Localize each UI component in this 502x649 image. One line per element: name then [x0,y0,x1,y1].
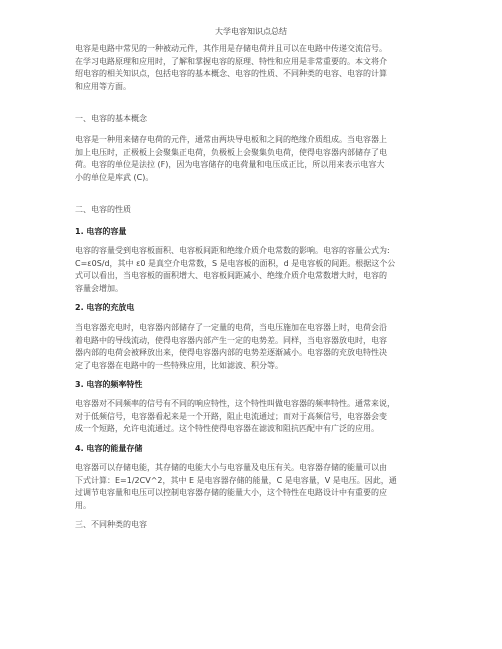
energy-line: 下式计算：E=1/2CV^2，其中 E 是电容器存储的能量，C 是电容量，V 是电压。因此，通 [75,475,397,485]
section1-line: 电容是一种用来储存电荷的元件，通常由两块导电板和之间的绝缘介质组成。当电容器上 [75,135,387,144]
charging-line: 着电路中的导线流动，使得电容器内部产生一定的电势差。同样，当电容器放电时，电容 [75,335,387,345]
section-heading-3: 三、不同种类的电容 [75,520,147,529]
document-title: 大学电容知识点总结 [215,27,287,36]
capacity-line: 容量会增加。 [75,284,123,294]
frequency-line: 电容器对不同频率的信号有不同的响应特性，这个特性叫做电容器的频率特性。通常来说， [75,399,395,408]
frequency-paragraph [75,398,437,436]
subsection-heading-capacity: 1. 电容的容量 [75,227,127,236]
subsection-heading-charging: 2. 电容的充放电 [75,303,135,312]
capacity-line: 式可以看出，当电容板的面积增大、电容板间距减小、绝缘介质介电常数增大时，电容的 [75,271,387,281]
subsection-heading-energy: 4. 电容的能量存储 [75,444,143,453]
energy-line: 电容器可以存储电能，其存储的电能大小与电容量及电压有关。电容器存储的能量可以由 [75,463,387,472]
charging-line: 定了电容器在电路中的一些特殊应用，比如滤波、积分等。 [75,361,283,371]
intro-line: 和应用等方面。 [75,82,131,92]
intro-line: 电容是电路中常见的一种被动元件，其作用是存储电荷并且可以在电路中传递交流信号。 [75,44,387,53]
section1-paragraph [75,134,437,185]
capacity-line: C=ε0S/d，其中 ε0 是真空介电常数，S 是电容板的面积，d 是电容板的间距。根据这个公 [75,258,396,268]
subsection-heading-frequency: 3. 电容的频率特性 [75,380,143,389]
energy-line: 过调节电容量和电压可以控制电容器存储的能量大小，这个特性在电路设计中有重要的应 [75,488,387,498]
capacity-paragraph [75,245,437,296]
frequency-line: 对于低频信号，电容器看起来是一个开路，阻止电流通过；而对于高频信号，电容器会变 [75,411,387,421]
charging-paragraph [75,322,437,373]
section1-line: 荷。电容的单位是法拉 (F)，因为电容储存的电荷量和电压成正比，所以用来表示电容大 [75,160,385,170]
section-heading-1: 一、电容的基本概念 [75,114,147,123]
section1-line: 加上电压时，正极板上会聚集正电荷，负极板上会聚集负电荷，使得电容器内部储存了电 [75,147,387,157]
intro-line: 在学习电路原理和应用时，了解和掌握电容的原理、特性和应用是非常重要的。本文将介 [75,56,387,66]
charging-line: 器内部的电荷会被释放出来，使得电容器内部的电势差逐渐减小。电容器的充放电特性决 [75,348,387,358]
frequency-line: 成一个短路，允许电流通过。这个特性使得电容器在滤波和阻抗匹配中有广泛的应用。 [75,424,379,434]
section-heading-2: 二、电容的性质 [75,205,131,214]
energy-line: 用。 [75,501,91,511]
intro-paragraph [75,43,437,94]
capacity-line: 电容的容量受到电容板面积、电容板间距和绝缘介质介电常数的影响。电容的容量公式为: [75,246,390,255]
charging-line: 当电容器充电时，电容器内部储存了一定量的电荷，当电压施加在电容器上时，电荷会沿 [75,323,387,332]
intro-line: 绍电容的相关知识点，包括电容的基本概念、电容的性质、不同种类的电容、电容的计算 [75,69,387,79]
section1-line: 小的单位是库武 (C)。 [75,173,154,183]
energy-paragraph [75,462,437,513]
